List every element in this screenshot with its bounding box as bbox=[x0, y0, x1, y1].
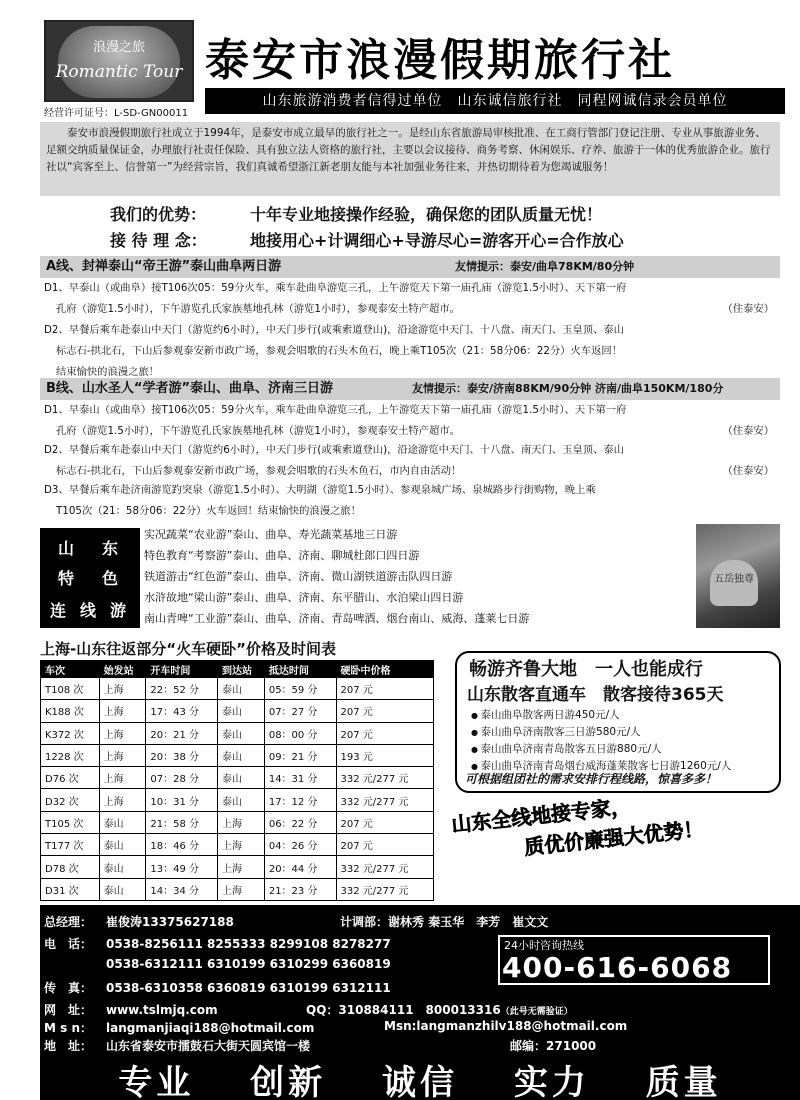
column-header: 始发站 bbox=[99, 661, 146, 678]
list-item: 特色教育“考察游”泰山、曲阜、济南、聊城杜郎口四日游 bbox=[144, 549, 420, 562]
table-cell: 13：49 分 bbox=[146, 856, 218, 878]
list-item: ● 泰山曲阜济南散客三日游580元/人 bbox=[471, 724, 731, 741]
table-cell: 泰山 bbox=[218, 789, 265, 811]
table-cell: 上海 bbox=[99, 767, 146, 789]
train-schedule-table bbox=[40, 660, 434, 901]
table-row bbox=[41, 678, 434, 700]
table-cell: 泰山 bbox=[99, 878, 146, 900]
column-header: 开车时间 bbox=[146, 661, 218, 678]
table-cell: 泰山 bbox=[218, 744, 265, 766]
web-label: 网 址： bbox=[44, 1003, 93, 1017]
table-row bbox=[41, 789, 434, 811]
slogan-line: 山东全线地接专家， bbox=[450, 794, 632, 837]
manager-value: 崔俊涛13375627188 bbox=[106, 915, 234, 929]
philosophy-text: 地接用心+计调细心+导游尽心=游客开心=合作放心 bbox=[250, 231, 624, 250]
table-cell: 17：43 分 bbox=[146, 700, 218, 722]
badge-char: 连 bbox=[50, 601, 67, 620]
table-cell: 05：59 分 bbox=[264, 678, 336, 700]
table-cell: 上海 bbox=[218, 878, 265, 900]
table-cell: 07：27 分 bbox=[264, 700, 336, 722]
day-line: 孔府（游览1.5小时），下午游览孔氏家族墓地孔林（游览1小时），参观泰安土特产超市。 bbox=[56, 425, 460, 437]
msn-row bbox=[44, 1019, 314, 1036]
qq-label: QQ： bbox=[306, 1003, 339, 1017]
logo-en-text: Romantic Tour bbox=[55, 62, 183, 82]
company-name: 泰安市浪漫假期旅行社 bbox=[205, 35, 675, 86]
table-cell: 207 元 bbox=[336, 811, 433, 833]
table-cell: D32 次 bbox=[41, 789, 100, 811]
table-cell: T177 次 bbox=[41, 834, 100, 856]
table-cell: 21：58 分 bbox=[146, 811, 218, 833]
list-item: 实况蔬菜“农业游”泰山、曲阜、寿光蔬菜基地三日游 bbox=[144, 528, 398, 541]
photo-inscription: 五岳独尊 bbox=[710, 560, 758, 606]
day-line: 孔府（游览1.5小时），下午游览孔氏家族墓地孔林（游览1小时），参观泰安土特产超市。 bbox=[56, 303, 460, 315]
table-cell: K372 次 bbox=[41, 722, 100, 744]
table-cell: 泰山 bbox=[99, 811, 146, 833]
slogan bbox=[450, 784, 705, 870]
table-cell: 上海 bbox=[99, 722, 146, 744]
route-b-tip: 友情提示：泰安/济南88KM/90分钟 济南/曲阜150KM/180分 bbox=[412, 382, 724, 395]
table-cell: 上海 bbox=[99, 700, 146, 722]
value-word: 专业 bbox=[118, 1063, 195, 1100]
special-tour-list bbox=[144, 524, 704, 629]
table-cell: 泰山 bbox=[218, 700, 265, 722]
hotline-box bbox=[498, 935, 770, 985]
zip-value: 271000 bbox=[546, 1039, 597, 1053]
train-table-title: 上海-山东往返部分“火车硬卧”价格及时间表 bbox=[40, 640, 336, 658]
day-line: D1、早泰山（或曲阜）接T106次05：59分火车，乘车赴曲阜游览三孔，上午游览天下第一庙孔庙（游览1.5小时）、天下第一府 bbox=[44, 282, 627, 294]
hotline-number[interactable]: 400-616-6068 bbox=[502, 951, 733, 984]
dispatch-label: 计调部： bbox=[340, 915, 389, 929]
route-a-day-1 bbox=[40, 278, 780, 320]
table-cell: 193 元 bbox=[336, 744, 433, 766]
header bbox=[0, 0, 800, 118]
table-cell: 07：28 分 bbox=[146, 767, 218, 789]
advantage-text: 十年专业地接操作经验，确保您的团队质量无忧！ bbox=[250, 205, 603, 224]
core-values bbox=[40, 1055, 800, 1100]
license-number: 经营许可证号：L-SD-GN00011 bbox=[44, 108, 189, 119]
dispatch-row bbox=[340, 913, 548, 930]
manager-row bbox=[44, 913, 234, 930]
table-cell: 207 元 bbox=[336, 722, 433, 744]
phone-row-2 bbox=[106, 957, 391, 971]
table-cell: 21：23 分 bbox=[264, 878, 336, 900]
route-b-name: B线、山水圣人“学者游”泰山、曲阜、济南三日游 bbox=[46, 381, 333, 396]
table-cell: D31 次 bbox=[41, 878, 100, 900]
list-item: 南山青啤“工业游”泰山、曲阜、济南、青岛啤酒、烟台南山、威海、蓬莱七日游 bbox=[144, 612, 530, 625]
table-cell: 泰山 bbox=[218, 722, 265, 744]
table-cell: K188 次 bbox=[41, 700, 100, 722]
badge-char: 东 bbox=[102, 539, 119, 558]
phone-label: 电 话： bbox=[44, 937, 93, 951]
zip-label: 邮编： bbox=[510, 1039, 547, 1053]
contact-footer bbox=[40, 905, 800, 1100]
table-cell: 泰山 bbox=[218, 767, 265, 789]
list-item: ● 泰山曲阜散客两日游450元/人 bbox=[471, 707, 731, 724]
day-line: D2、早餐后乘车赴泰山中天门（游览约6小时），中天门步行(或乘索道登山)，沿途游览中天门、十八盘、南天门、玉皇顶、泰山 bbox=[44, 324, 624, 336]
table-cell: 22：52 分 bbox=[146, 678, 218, 700]
table-cell: 14：31 分 bbox=[264, 767, 336, 789]
day-lodging: （住泰安） bbox=[722, 303, 774, 315]
table-row bbox=[41, 700, 434, 722]
table-cell: 332 元/277 元 bbox=[336, 878, 433, 900]
table-cell: 泰山 bbox=[99, 834, 146, 856]
philosophy-label: 接 待 理 念： bbox=[110, 231, 207, 250]
table-row bbox=[41, 811, 434, 833]
phone-value: 0538-6312111 6310199 6310299 6360819 bbox=[106, 957, 391, 971]
table-cell: D76 次 bbox=[41, 767, 100, 789]
day-line: D3、早餐后乘车赴济南游览趵突泉（游览1.5小时）、大明湖（游览1.5小时）、参观泉城广场、泉城路步行街购物，晚上乘 bbox=[44, 484, 596, 496]
table-cell: T108 次 bbox=[41, 678, 100, 700]
promo-price-list bbox=[471, 707, 731, 775]
table-cell: 20：44 分 bbox=[264, 856, 336, 878]
table-cell: T105 次 bbox=[41, 811, 100, 833]
list-item: 铁道游击“红色游”泰山、曲阜、济南、微山湖铁道游击队四日游 bbox=[144, 570, 453, 583]
promo-note: 可根据组团社的需求安排行程线路，惊喜多多！ bbox=[465, 772, 718, 786]
qq-value: 310884111 800013316 bbox=[338, 1003, 501, 1017]
list-item: ● 泰山曲阜济南青岛烟台威海蓬莱散客七日游1260元/人 bbox=[471, 758, 731, 775]
msn-label: M s n： bbox=[44, 1021, 92, 1035]
table-row bbox=[41, 856, 434, 878]
train-table-body bbox=[41, 678, 434, 901]
table-row bbox=[41, 878, 434, 900]
table-cell: 泰山 bbox=[218, 678, 265, 700]
route-a-name: A线、封禅泰山“帝王游”泰山曲阜两日游 bbox=[46, 259, 282, 274]
advantage-label: 我们的优势： bbox=[110, 205, 207, 224]
table-cell: 17：12 分 bbox=[264, 789, 336, 811]
day-lodging: （住泰安） bbox=[722, 425, 774, 437]
table-header-row bbox=[41, 661, 434, 678]
route-b-day-1 bbox=[40, 400, 780, 442]
table-cell: 08：00 分 bbox=[264, 722, 336, 744]
credentials-bar: 山东旅游消费者信得过单位 山东诚信旅行社 同程网诚信录会员单位 bbox=[205, 88, 785, 114]
table-cell: 332 元/277 元 bbox=[336, 767, 433, 789]
fax-row bbox=[44, 979, 391, 996]
special-tours-badge bbox=[40, 528, 140, 628]
table-cell: 06：22 分 bbox=[264, 811, 336, 833]
day-line: 标志石-拱北石，下山后参观泰安新市政广场，参观会唱歌的石头木鱼石，市内自由活动！ bbox=[56, 465, 462, 477]
dispatch-value: 谢林秀 秦玉华 李芳 崔文文 bbox=[388, 915, 549, 929]
table-cell: 上海 bbox=[218, 834, 265, 856]
table-cell: 上海 bbox=[99, 789, 146, 811]
badge-char: 线 bbox=[80, 601, 97, 620]
promo-subheadline: 山东散客直通车 散客接待365天 bbox=[467, 685, 724, 705]
table-row bbox=[41, 834, 434, 856]
table-cell: 207 元 bbox=[336, 834, 433, 856]
badge-char: 山 bbox=[58, 539, 75, 558]
special-tours bbox=[40, 524, 780, 632]
qq-note: （此号无需验证） bbox=[500, 1007, 573, 1017]
route-b-day-3 bbox=[40, 480, 780, 522]
table-cell: 20：21 分 bbox=[146, 722, 218, 744]
column-header: 到达站 bbox=[218, 661, 265, 678]
route-b-title bbox=[40, 378, 780, 400]
table-cell: 207 元 bbox=[336, 678, 433, 700]
badge-char: 特 bbox=[58, 569, 75, 588]
route-a-title bbox=[40, 256, 780, 278]
column-header: 硬卧中价格 bbox=[336, 661, 433, 678]
phone-value: 0538-8256111 8255333 8299108 8278277 bbox=[106, 937, 391, 951]
table-cell: 上海 bbox=[218, 856, 265, 878]
msn-row-2 bbox=[384, 1019, 627, 1033]
day-line: 标志石-拱北石，下山后参观泰安新市政广场，参观会唱歌的石头木鱼石，晚上乘T105次（21：58分06：22分）火车返回！ bbox=[56, 345, 623, 357]
list-item: 水浒故地“梁山游”泰山、曲阜、济南、东平腊山、水泊梁山四日游 bbox=[144, 591, 464, 604]
qq-row bbox=[306, 1001, 573, 1018]
table-cell: 上海 bbox=[99, 678, 146, 700]
badge-char: 色 bbox=[102, 569, 119, 588]
manager-label: 总经理： bbox=[44, 915, 93, 929]
web-row bbox=[44, 1001, 218, 1018]
mount-tai-photo bbox=[696, 524, 780, 628]
route-a-tip: 友情提示：泰安/曲阜78KM/80分钟 bbox=[455, 260, 635, 273]
day-line: 结束愉快的浪漫之旅！ bbox=[56, 366, 159, 378]
advantage-line bbox=[110, 202, 602, 225]
zip-row bbox=[510, 1037, 596, 1054]
table-cell: 332 元/277 元 bbox=[336, 856, 433, 878]
fax-label: 传 真： bbox=[44, 981, 93, 995]
table-cell: 1228 次 bbox=[41, 744, 100, 766]
value-word: 诚信 bbox=[382, 1063, 458, 1100]
hotline-label: 24小时咨询热线 bbox=[504, 939, 584, 952]
table-cell: 332 元/277 元 bbox=[336, 789, 433, 811]
badge-char: 游 bbox=[110, 601, 127, 620]
logo-cn-text: 浪漫之旅 bbox=[92, 40, 145, 55]
slogan-line: 质优价廉强大优势！ bbox=[523, 816, 705, 860]
table-cell: 14：34 分 bbox=[146, 878, 218, 900]
table-cell: 泰山 bbox=[99, 856, 146, 878]
column-header: 车次 bbox=[41, 661, 100, 678]
address-label: 地 址： bbox=[44, 1039, 93, 1053]
value-word: 实力 bbox=[513, 1063, 590, 1100]
web-link[interactable]: www.tslmjq.com bbox=[106, 1003, 218, 1017]
table-cell: 207 元 bbox=[336, 700, 433, 722]
fax-value: 0538-6310358 6360819 6310199 6312111 bbox=[106, 981, 391, 995]
day-line: T105次（21：58分06：22分）火车返回！结束愉快的浪漫之旅！ bbox=[56, 505, 361, 517]
address-value: 山东省泰安市擂鼓石大街天圆宾馆一楼 bbox=[106, 1039, 311, 1053]
day-line: D1、早泰山（或曲阜）接T106次05：59分火车，乘车赴曲阜游览三孔，上午游览天下第一庙孔庙（游览1.5小时）、天下第一府 bbox=[44, 404, 627, 416]
table-cell: 10：31 分 bbox=[146, 789, 218, 811]
msn-value[interactable]: langmanjiaqi188@hotmail.com bbox=[106, 1021, 315, 1035]
company-logo bbox=[44, 20, 194, 102]
value-word: 质量 bbox=[645, 1063, 722, 1100]
table-row bbox=[41, 722, 434, 744]
table-cell: D78 次 bbox=[41, 856, 100, 878]
column-header: 抵达时间 bbox=[264, 661, 336, 678]
philosophy-line bbox=[110, 228, 624, 251]
msn-value[interactable]: Msn:langmanzhilv188@hotmail.com bbox=[384, 1019, 628, 1033]
day-line: D2、早餐后乘车赴泰山中天门（游览约6小时），中天门步行(或乘索道登山)，沿途游览中天门、十八盘、南天门、玉皇顶、泰山 bbox=[44, 444, 624, 456]
table-cell: 09：21 分 bbox=[264, 744, 336, 766]
table-cell: 20：38 分 bbox=[146, 744, 218, 766]
day-lodging: （住泰安） bbox=[722, 465, 774, 477]
route-b-day-2 bbox=[40, 440, 780, 482]
phone-row bbox=[44, 935, 391, 952]
table-row bbox=[41, 767, 434, 789]
table-cell: 上海 bbox=[218, 811, 265, 833]
list-item: ● 泰山曲阜济南青岛散客五日游880元/人 bbox=[471, 741, 731, 758]
promo-headline: 畅游齐鲁大地 一人也能成行 bbox=[469, 659, 703, 680]
table-cell: 上海 bbox=[99, 744, 146, 766]
promo-box bbox=[455, 651, 781, 793]
table-cell: 04：26 分 bbox=[264, 834, 336, 856]
table-cell: 18：46 分 bbox=[146, 834, 218, 856]
table-row bbox=[41, 744, 434, 766]
company-intro: 泰安市浪漫假期旅行社成立于1994年，是泰安市成立最早的旅行社之一。是经山东省旅游局审核批准、在工商行管部门登记注册、专业从事旅游业务、足额交纳质量保证金，办理旅行社责任保险、具有独立法人资格的旅行社，主要以会议接待、商务考察、休闲娱乐、疗养、旅游于一体的优秀旅游企业。旅行社以“宾客至上、信誉第一”为经营宗旨，我们真诚希望浙江新老朋友能与本社加强业务往来，并热切期待着为您竭诚服务！ bbox=[40, 122, 780, 196]
route-a-day-2 bbox=[40, 320, 780, 383]
address-row bbox=[44, 1037, 310, 1054]
value-word: 创新 bbox=[250, 1063, 327, 1100]
